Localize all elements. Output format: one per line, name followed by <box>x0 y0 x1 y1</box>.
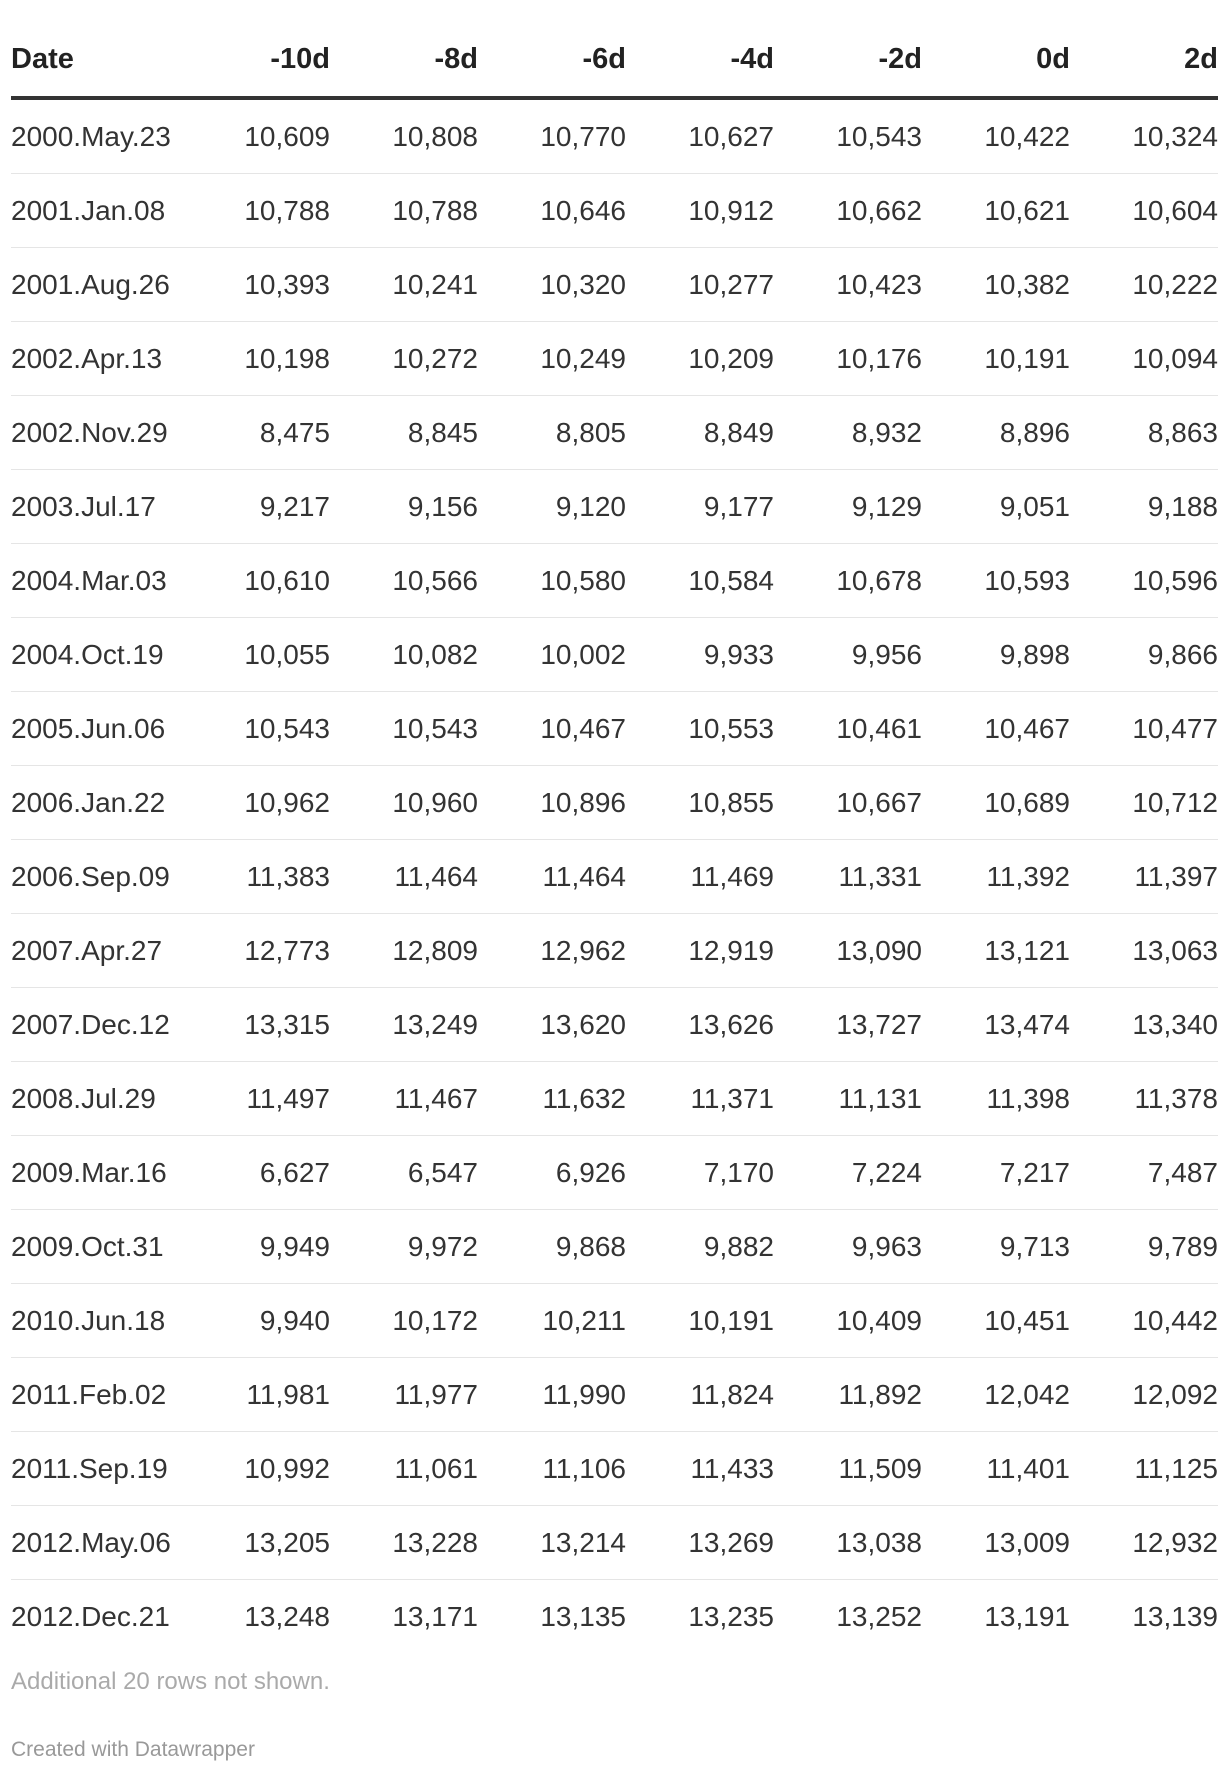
value-cell: 12,962 <box>478 914 626 988</box>
value-cell: 13,315 <box>182 988 330 1062</box>
value-cell: 10,382 <box>922 248 1070 322</box>
table-row <box>11 618 1218 692</box>
value-cell: 11,509 <box>774 1432 922 1506</box>
value-cell: 10,646 <box>478 174 626 248</box>
value-cell: 10,712 <box>1070 766 1218 840</box>
value-cell: 13,727 <box>774 988 922 1062</box>
table-row <box>11 322 1218 396</box>
value-cell: 11,632 <box>478 1062 626 1136</box>
value-cell: 9,789 <box>1070 1210 1218 1284</box>
rows-not-shown-note: Additional 20 rows not shown. <box>11 1668 330 1695</box>
date-cell: 2001.Aug.26 <box>11 248 182 322</box>
value-cell: 9,963 <box>774 1210 922 1284</box>
value-cell: 9,940 <box>182 1284 330 1358</box>
value-cell: 13,121 <box>922 914 1070 988</box>
date-cell: 2003.Jul.17 <box>11 470 182 544</box>
date-cell: 2006.Jan.22 <box>11 766 182 840</box>
table-row <box>11 396 1218 470</box>
value-cell: 10,191 <box>626 1284 774 1358</box>
date-cell: 2005.Jun.06 <box>11 692 182 766</box>
value-cell: 10,222 <box>1070 248 1218 322</box>
value-cell: 11,131 <box>774 1062 922 1136</box>
date-cell: 2004.Mar.03 <box>11 544 182 618</box>
value-cell: 8,863 <box>1070 396 1218 470</box>
value-cell: 12,773 <box>182 914 330 988</box>
value-cell: 10,566 <box>330 544 478 618</box>
table-row <box>11 766 1218 840</box>
date-cell: 2012.Dec.21 <box>11 1600 170 1632</box>
value-cell: 10,423 <box>774 248 922 322</box>
value-cell: 6,926 <box>478 1136 626 1210</box>
value-cell: 11,433 <box>626 1432 774 1506</box>
column-header-minus-2d[interactable]: -2d <box>774 22 922 98</box>
value-cell: 13,269 <box>626 1506 774 1580</box>
value-cell: 10,543 <box>330 692 478 766</box>
column-header-minus-4d[interactable]: -4d <box>626 22 774 98</box>
value-cell: 13,620 <box>478 988 626 1062</box>
value-cell: 13,135 <box>540 1600 626 1632</box>
date-cell: 2008.Jul.29 <box>11 1062 182 1136</box>
value-cell: 11,824 <box>626 1358 774 1432</box>
date-cell: 2007.Dec.12 <box>11 988 182 1062</box>
value-cell: 12,042 <box>922 1358 1070 1432</box>
value-cell: 10,962 <box>182 766 330 840</box>
value-cell: 8,896 <box>922 396 1070 470</box>
value-cell: 13,139 <box>1132 1600 1218 1632</box>
value-cell: 11,392 <box>922 840 1070 914</box>
table-row <box>11 1506 1218 1580</box>
value-cell: 10,272 <box>330 322 478 396</box>
column-header-2d[interactable]: 2d <box>1070 22 1218 98</box>
value-cell: 8,805 <box>478 396 626 470</box>
value-cell: 9,882 <box>626 1210 774 1284</box>
data-table <box>11 22 1218 1653</box>
value-cell: 9,949 <box>182 1210 330 1284</box>
value-cell: 10,808 <box>330 98 478 174</box>
value-cell: 13,252 <box>836 1600 922 1632</box>
table-row <box>11 1432 1218 1506</box>
value-cell: 10,442 <box>1070 1284 1218 1358</box>
value-cell: 6,627 <box>182 1136 330 1210</box>
value-cell: 10,662 <box>774 174 922 248</box>
value-cell: 13,235 <box>688 1600 774 1632</box>
date-cell: 2002.Nov.29 <box>11 396 182 470</box>
value-cell: 10,477 <box>1070 692 1218 766</box>
value-cell: 10,788 <box>182 174 330 248</box>
value-cell: 13,171 <box>392 1600 478 1632</box>
value-cell: 10,277 <box>626 248 774 322</box>
value-cell: 7,487 <box>1070 1136 1218 1210</box>
value-cell: 10,627 <box>626 98 774 174</box>
value-cell: 13,626 <box>626 988 774 1062</box>
table-row <box>11 1062 1218 1136</box>
value-cell: 10,082 <box>330 618 478 692</box>
table-row <box>11 1358 1218 1432</box>
value-cell: 7,170 <box>626 1136 774 1210</box>
value-cell: 11,397 <box>1070 840 1218 914</box>
date-cell: 2004.Oct.19 <box>11 618 182 692</box>
value-cell: 13,009 <box>922 1506 1070 1580</box>
table-body <box>11 98 1218 1653</box>
value-cell: 10,191 <box>922 322 1070 396</box>
value-cell: 11,106 <box>478 1432 626 1506</box>
value-cell: 10,176 <box>774 322 922 396</box>
table-row <box>11 1136 1218 1210</box>
value-cell: 10,960 <box>330 766 478 840</box>
value-cell: 10,543 <box>774 98 922 174</box>
value-cell: 13,340 <box>1070 988 1218 1062</box>
value-cell: 11,497 <box>182 1062 330 1136</box>
date-cell: 2009.Oct.31 <box>11 1210 182 1284</box>
value-cell: 10,896 <box>478 766 626 840</box>
column-header-minus-10d[interactable]: -10d <box>182 22 330 98</box>
value-cell: 9,120 <box>478 470 626 544</box>
value-cell: 11,977 <box>330 1358 478 1432</box>
value-cell: 10,667 <box>774 766 922 840</box>
date-cell: 2010.Jun.18 <box>11 1284 182 1358</box>
table-row <box>11 840 1218 914</box>
value-cell: 11,981 <box>182 1358 330 1432</box>
value-cell: 11,378 <box>1070 1062 1218 1136</box>
date-cell: 2007.Apr.27 <box>11 914 182 988</box>
column-header-minus-6d[interactable]: -6d <box>478 22 626 98</box>
table-row <box>11 98 1218 174</box>
value-cell: 12,809 <box>330 914 478 988</box>
table-row <box>11 914 1218 988</box>
value-cell: 11,464 <box>330 840 478 914</box>
value-cell: 8,849 <box>626 396 774 470</box>
value-cell: 11,383 <box>182 840 330 914</box>
value-cell: 10,678 <box>774 544 922 618</box>
value-cell: 13,228 <box>330 1506 478 1580</box>
table-row <box>11 692 1218 766</box>
table-row <box>11 544 1218 618</box>
value-cell: 10,393 <box>182 248 330 322</box>
column-header-minus-8d[interactable]: -8d <box>330 22 478 98</box>
value-cell: 11,371 <box>626 1062 774 1136</box>
date-cell: 2011.Feb.02 <box>11 1358 182 1432</box>
date-cell: 2012.May.06 <box>11 1506 182 1580</box>
value-cell: 10,172 <box>330 1284 478 1358</box>
value-cell: 13,038 <box>774 1506 922 1580</box>
value-cell: 10,249 <box>478 322 626 396</box>
value-cell: 6,547 <box>330 1136 478 1210</box>
value-cell: 10,422 <box>922 98 1070 174</box>
header-row <box>11 22 1218 98</box>
value-cell: 9,177 <box>626 470 774 544</box>
value-cell: 7,224 <box>774 1136 922 1210</box>
value-cell: 10,621 <box>922 174 1070 248</box>
value-cell: 10,543 <box>182 692 330 766</box>
table-row <box>11 988 1218 1062</box>
value-cell: 10,211 <box>478 1284 626 1358</box>
value-cell: 11,469 <box>626 840 774 914</box>
value-cell: 10,241 <box>330 248 478 322</box>
date-cell: 2000.May.23 <box>11 98 182 174</box>
value-cell: 8,475 <box>182 396 330 470</box>
value-cell: 10,320 <box>478 248 626 322</box>
value-cell: 12,092 <box>1070 1358 1218 1432</box>
value-cell: 10,604 <box>1070 174 1218 248</box>
date-cell: 2011.Sep.19 <box>11 1432 182 1506</box>
value-cell: 10,451 <box>922 1284 1070 1358</box>
column-header-0d[interactable]: 0d <box>922 22 1070 98</box>
value-cell: 10,467 <box>478 692 626 766</box>
value-cell: 13,248 <box>244 1600 330 1632</box>
value-cell: 11,401 <box>922 1432 1070 1506</box>
value-cell: 9,972 <box>330 1210 478 1284</box>
value-cell: 9,156 <box>330 470 478 544</box>
date-cell: 2009.Mar.16 <box>11 1136 182 1210</box>
table-row <box>11 174 1218 248</box>
value-cell: 10,467 <box>922 692 1070 766</box>
value-cell: 7,217 <box>922 1136 1070 1210</box>
table-row <box>11 1210 1218 1284</box>
value-cell: 9,956 <box>774 618 922 692</box>
value-cell: 9,866 <box>1070 618 1218 692</box>
value-cell: 10,198 <box>182 322 330 396</box>
value-cell: 9,129 <box>774 470 922 544</box>
value-cell: 11,331 <box>774 840 922 914</box>
value-cell: 10,609 <box>182 98 330 174</box>
table-row <box>11 1284 1218 1358</box>
value-cell: 13,249 <box>330 988 478 1062</box>
value-cell: 10,788 <box>330 174 478 248</box>
value-cell: 9,898 <box>922 618 1070 692</box>
value-cell: 10,992 <box>182 1432 330 1506</box>
value-cell: 10,324 <box>1070 98 1218 174</box>
value-cell: 10,855 <box>626 766 774 840</box>
table-row <box>11 248 1218 322</box>
value-cell: 13,090 <box>774 914 922 988</box>
value-cell: 10,209 <box>626 322 774 396</box>
value-cell: 11,467 <box>330 1062 478 1136</box>
datawrapper-credit: Created with Datawrapper <box>11 1738 255 1761</box>
value-cell: 11,990 <box>478 1358 626 1432</box>
date-cell: 2002.Apr.13 <box>11 322 182 396</box>
value-cell: 10,912 <box>626 174 774 248</box>
value-cell: 10,610 <box>182 544 330 618</box>
value-cell: 9,868 <box>478 1210 626 1284</box>
data-table-container <box>11 22 1218 1653</box>
value-cell: 12,919 <box>626 914 774 988</box>
value-cell: 10,584 <box>626 544 774 618</box>
value-cell: 10,094 <box>1070 322 1218 396</box>
value-cell: 10,593 <box>922 544 1070 618</box>
date-cell: 2001.Jan.08 <box>11 174 182 248</box>
value-cell: 10,689 <box>922 766 1070 840</box>
value-cell: 10,055 <box>182 618 330 692</box>
value-cell: 10,409 <box>774 1284 922 1358</box>
value-cell: 12,932 <box>1070 1506 1218 1580</box>
table-row <box>11 470 1218 544</box>
value-cell: 10,553 <box>626 692 774 766</box>
value-cell: 11,892 <box>774 1358 922 1432</box>
value-cell: 9,051 <box>922 470 1070 544</box>
value-cell: 10,770 <box>478 98 626 174</box>
value-cell: 10,002 <box>478 618 626 692</box>
value-cell: 9,933 <box>626 618 774 692</box>
value-cell: 13,474 <box>922 988 1070 1062</box>
value-cell: 13,063 <box>1070 914 1218 988</box>
value-cell: 8,845 <box>330 396 478 470</box>
value-cell: 11,398 <box>922 1062 1070 1136</box>
value-cell: 11,125 <box>1070 1432 1218 1506</box>
column-header-date[interactable]: Date <box>11 22 182 98</box>
value-cell: 9,713 <box>922 1210 1070 1284</box>
value-cell: 8,932 <box>774 396 922 470</box>
value-cell: 9,188 <box>1070 470 1218 544</box>
table-row <box>11 1580 1218 1654</box>
value-cell: 10,580 <box>478 544 626 618</box>
value-cell: 13,205 <box>182 1506 330 1580</box>
date-cell: 2006.Sep.09 <box>11 840 182 914</box>
value-cell: 10,461 <box>774 692 922 766</box>
value-cell: 11,464 <box>478 840 626 914</box>
table-header <box>11 22 1218 98</box>
value-cell: 10,596 <box>1070 544 1218 618</box>
value-cell: 9,217 <box>182 470 330 544</box>
value-cell: 11,061 <box>330 1432 478 1506</box>
value-cell: 13,214 <box>478 1506 626 1580</box>
value-cell: 13,191 <box>984 1600 1070 1632</box>
